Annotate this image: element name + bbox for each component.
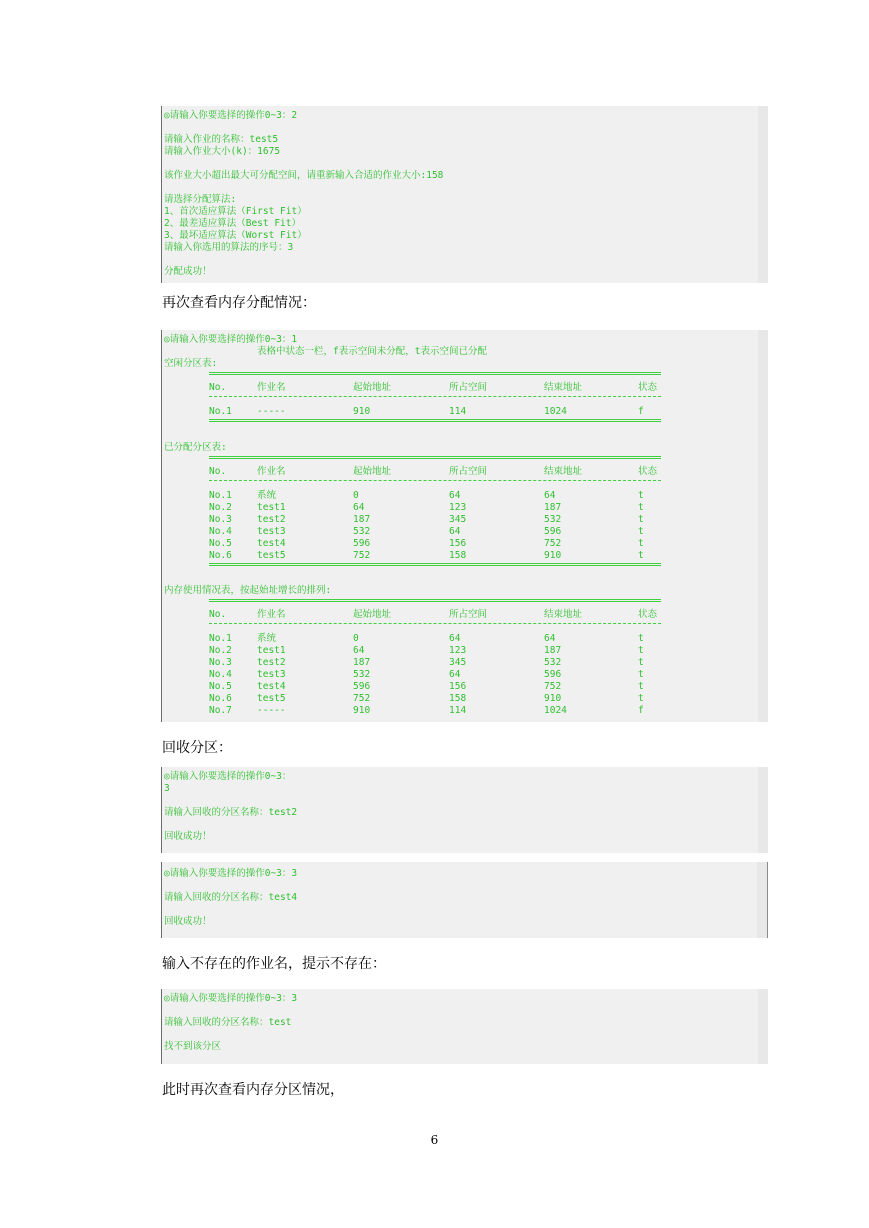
caption-reclaim: 回收分区：	[162, 740, 232, 756]
table-cell-col-size: 158	[449, 550, 467, 561]
table-rule	[209, 419, 661, 422]
table-rule	[209, 623, 661, 624]
header-col-size: 所占空间	[449, 382, 488, 393]
table-cell-col-status: t	[638, 550, 644, 561]
table-cell-col-status: t	[638, 681, 644, 692]
table-cell-col-no: No.5	[209, 538, 232, 549]
table-cell-col-end-address: 596	[544, 526, 562, 537]
header-col-status: 状态	[638, 382, 658, 393]
header-col-status: 状态	[638, 609, 658, 620]
allocated-partition-title: 已分配分区表:	[164, 442, 227, 453]
scrollbar[interactable]	[757, 862, 767, 938]
table-cell-col-status: t	[638, 669, 644, 680]
table-rule	[209, 396, 661, 397]
table-rule	[209, 563, 661, 566]
table-cell-col-start-address: 532	[353, 526, 371, 537]
table-cell-col-size: 158	[449, 693, 467, 704]
header-col-size: 所占空间	[449, 609, 488, 620]
console-output-reclaim-test2	[161, 767, 768, 853]
table-cell-col-end-address: 910	[544, 693, 562, 704]
table-cell-col-start-address: 910	[353, 406, 371, 417]
table-cell-col-job-name: test2	[257, 657, 286, 668]
table-cell-col-start-address: 64	[353, 502, 365, 513]
table-cell-col-no: No.6	[209, 693, 232, 704]
header-col-end-address: 结束地址	[544, 466, 583, 477]
table-rule	[209, 456, 661, 459]
table-cell-col-job-name: -----	[257, 406, 286, 417]
header-col-start-address: 起始地址	[353, 466, 392, 477]
table-cell-col-size: 123	[449, 502, 467, 513]
console-output-memory-tables	[161, 330, 768, 722]
table-cell-col-job-name: 系统	[257, 490, 277, 501]
table-cell-col-no: No.2	[209, 502, 232, 513]
table-cell-col-end-address: 1024	[544, 705, 567, 716]
console-text: ◎请输入你要选择的操作0~3： 3 请输入回收的分区名称：test2 回收成功！	[164, 771, 298, 842]
free-partition-title: 空闲分区表:	[164, 358, 218, 369]
table-cell-col-start-address: 0	[353, 633, 359, 644]
table-cell-col-size: 345	[449, 514, 467, 525]
table-cell-col-no: No.1	[209, 406, 232, 417]
table-cell-col-no: No.2	[209, 645, 232, 656]
scrollbar[interactable]	[758, 989, 768, 1064]
status-note: 表格中状态一栏，f表示空间未分配，t表示空间已分配	[257, 346, 487, 357]
table-cell-col-status: t	[638, 657, 644, 668]
header-col-no: No.	[209, 609, 227, 620]
page-number: 6	[430, 1133, 439, 1147]
table-cell-col-start-address: 532	[353, 669, 371, 680]
table-cell-col-job-name: test1	[257, 502, 286, 513]
table-cell-col-start-address: 910	[353, 705, 371, 716]
table-cell-col-status: t	[638, 645, 644, 656]
table-cell-col-start-address: 596	[353, 681, 371, 692]
table-cell-col-job-name: test3	[257, 669, 286, 680]
table-cell-col-no: No.3	[209, 657, 232, 668]
table-cell-col-end-address: 910	[544, 550, 562, 561]
table-cell-col-size: 64	[449, 490, 461, 501]
table-cell-col-no: No.1	[209, 490, 232, 501]
table-cell-col-end-address: 187	[544, 645, 562, 656]
console-text: ◎请输入你要选择的操作0~3：3 请输入回收的分区名称：test 找不到该分区	[164, 993, 298, 1052]
table-cell-col-end-address: 64	[544, 633, 556, 644]
caption-view-again: 此时再次查看内存分区情况，	[162, 1082, 344, 1098]
table-rule	[209, 372, 661, 375]
table-cell-col-start-address: 0	[353, 490, 359, 501]
header-col-job-name: 作业名	[257, 382, 286, 393]
console-text: ◎请输入你要选择的操作0~3：3 请输入回收的分区名称：test4 回收成功！	[164, 868, 298, 927]
table-cell-col-start-address: 187	[353, 657, 371, 668]
table-cell-col-end-address: 532	[544, 514, 562, 525]
table-rule	[209, 480, 661, 481]
table-cell-col-size: 114	[449, 705, 467, 716]
scrollbar[interactable]	[758, 106, 768, 283]
table-cell-col-job-name: test5	[257, 550, 286, 561]
table-cell-col-start-address: 596	[353, 538, 371, 549]
table-cell-col-size: 64	[449, 633, 461, 644]
table-cell-col-end-address: 752	[544, 538, 562, 549]
table-cell-col-size: 345	[449, 657, 467, 668]
table-cell-col-job-name: test5	[257, 693, 286, 704]
table-cell-col-size: 156	[449, 538, 467, 549]
table-cell-col-job-name: 系统	[257, 633, 277, 644]
table-rule	[209, 599, 661, 602]
header-col-job-name: 作业名	[257, 466, 286, 477]
table-cell-col-job-name: test3	[257, 526, 286, 537]
table-cell-col-no: No.4	[209, 526, 232, 537]
table-cell-col-start-address: 64	[353, 645, 365, 656]
caption-nonexistent: 输入不存在的作业名，提示不存在：	[162, 956, 386, 972]
table-cell-col-status: t	[638, 538, 644, 549]
table-cell-col-end-address: 532	[544, 657, 562, 668]
table-cell-col-start-address: 752	[353, 550, 371, 561]
table-cell-col-job-name: test2	[257, 514, 286, 525]
table-cell-col-size: 156	[449, 681, 467, 692]
table-cell-col-status: f	[638, 406, 644, 417]
table-cell-col-no: No.6	[209, 550, 232, 561]
table-cell-col-end-address: 64	[544, 490, 556, 501]
console-output-allocate	[161, 106, 768, 283]
header-col-status: 状态	[638, 466, 658, 477]
table-cell-col-status: t	[638, 526, 644, 537]
console-text: ◎请输入你要选择的操作0~3：2 请输入作业的名称：test5 请输入作业大小(k)：1675 该作业大小超出最大可分配空间，请重新输入合适的作业大小:158 请选择分配算法: 1、首次适应算法（First Fit） 2、最差适应算法（Best Fit） 3、最坏适应算法（Worst Fit） 请输入你选用的算法的序号：3 分配成功！	[164, 110, 444, 277]
table-cell-col-no: No.5	[209, 681, 232, 692]
table-cell-col-job-name: test1	[257, 645, 286, 656]
table-cell-col-end-address: 187	[544, 502, 562, 513]
table-cell-col-job-name: -----	[257, 705, 286, 716]
table-cell-col-size: 64	[449, 669, 461, 680]
header-col-no: No.	[209, 382, 227, 393]
table-cell-col-start-address: 752	[353, 693, 371, 704]
scrollbar[interactable]	[758, 767, 768, 853]
table-cell-col-end-address: 1024	[544, 406, 567, 417]
table-cell-col-status: f	[638, 705, 644, 716]
table-cell-col-end-address: 596	[544, 669, 562, 680]
table-cell-col-size: 64	[449, 526, 461, 537]
table-cell-col-no: No.7	[209, 705, 232, 716]
table-cell-col-job-name: test4	[257, 538, 286, 549]
header-col-job-name: 作业名	[257, 609, 286, 620]
table-cell-col-status: t	[638, 490, 644, 501]
table-cell-col-end-address: 752	[544, 681, 562, 692]
table-cell-col-job-name: test4	[257, 681, 286, 692]
memory-usage-title: 内存使用情况表，按起始址增长的排列:	[164, 585, 332, 596]
table-cell-col-size: 123	[449, 645, 467, 656]
table-cell-col-status: t	[638, 633, 644, 644]
caption-view-allocation: 再次查看内存分配情况：	[162, 295, 316, 311]
table-cell-col-no: No.1	[209, 633, 232, 644]
console-output-reclaim-test4	[161, 862, 768, 938]
scrollbar[interactable]	[758, 330, 768, 722]
header-col-end-address: 结束地址	[544, 609, 583, 620]
header-col-start-address: 起始地址	[353, 382, 392, 393]
console-output-not-found	[161, 989, 768, 1064]
header-col-no: No.	[209, 466, 227, 477]
table-cell-col-start-address: 187	[353, 514, 371, 525]
table-cell-col-status: t	[638, 514, 644, 525]
console-prompt: ◎请输入你要选择的操作0~3：1	[164, 334, 298, 345]
table-cell-col-no: No.3	[209, 514, 232, 525]
table-cell-col-status: t	[638, 502, 644, 513]
table-cell-col-size: 114	[449, 406, 467, 417]
table-cell-col-no: No.4	[209, 669, 232, 680]
header-col-end-address: 结束地址	[544, 382, 583, 393]
header-col-size: 所占空间	[449, 466, 488, 477]
table-cell-col-status: t	[638, 693, 644, 704]
header-col-start-address: 起始地址	[353, 609, 392, 620]
